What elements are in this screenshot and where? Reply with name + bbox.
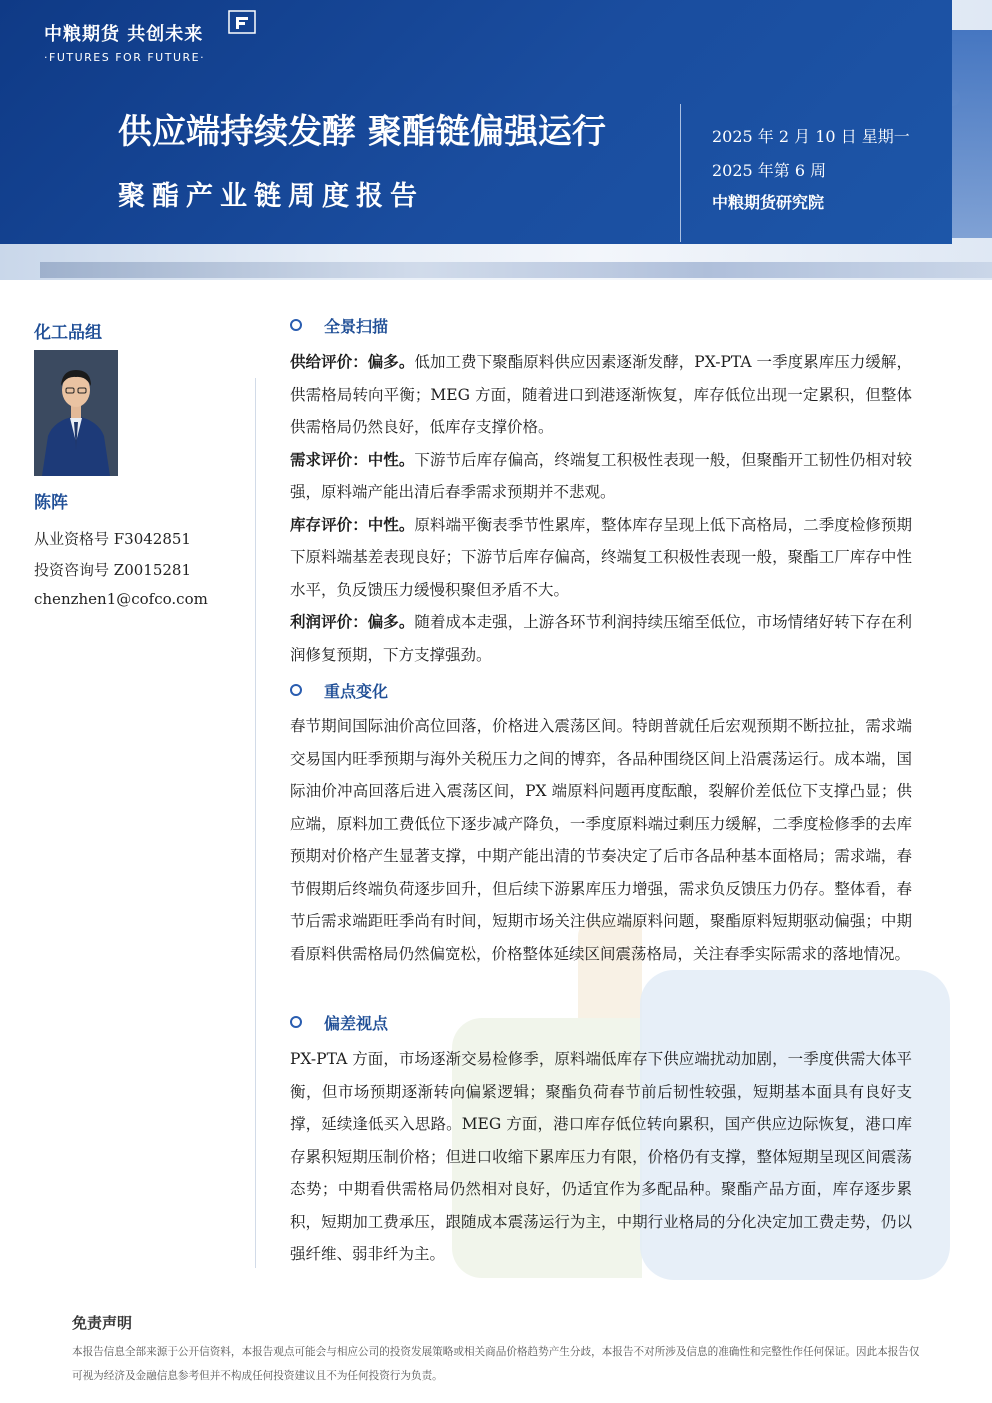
header-accent-strip bbox=[952, 30, 992, 238]
report-title: 供应端持续发酵 聚酯链偏强运行 bbox=[118, 112, 606, 152]
bias-body: PX-PTA 方面，市场逐渐交易检修季，原料端低库存下供应端扰动加剧，一季度供需大体平衡，但市场预期逐渐转向偏紧逻辑；聚酯负荷春节前后韧性较强，短期基本面具有良好支撑，延续逢低买入思路。MEG 方面，港口库存低位转向累积，国产供应边际恢复，港口库存累积短期压制价格；但进口收缩下累库压力有限，价格仍有支撑，整体短期呈现区间震荡态势；中期看供需格局仍然相对良好，仍适宜作为多配品种。聚酯产品方面，库存逐步累积，短期加工费承压，跟随成本震荡运行为主，中期行业格局的分化决定加工费走势，仍以强纤维、弱非纤为主。 bbox=[290, 1050, 912, 1263]
sidebar-divider bbox=[255, 378, 256, 1268]
evaluation-text: 原料端平衡表季节性累库，整体库存呈现上低下高格局，二季度检修预期下原料端基差表现良好；下游节后库存偏高，终端复工积极性表现一般，聚酯工厂库存中性水平，负反馈压力缓慢积聚但矛盾不大。 bbox=[290, 515, 912, 599]
advisory-number: 投资咨询号 Z0015281 bbox=[34, 561, 191, 579]
report-subtitle: 聚酯产业链周度报告 bbox=[118, 181, 424, 212]
evaluation-label: 供给评价：偏多。 bbox=[290, 352, 415, 371]
evaluation-label: 需求评价：中性。 bbox=[290, 449, 415, 469]
team-name: 化工品组 bbox=[34, 323, 102, 343]
bullet-circle-icon bbox=[290, 1016, 302, 1028]
report-week: 2025 年第 6 周 bbox=[712, 161, 827, 180]
evaluation-text: 低加工费下聚酯原料供应因素逐渐发酵，PX-PTA 一季度累库压力缓解，供需格局转向平衡；MEG 方面，随着进口到港逐渐恢复，库存低位出现一定累积，但整体供需格局仍然良好，低库存支撑价格。 bbox=[290, 353, 912, 436]
company-logo bbox=[44, 20, 205, 64]
header-divider bbox=[680, 104, 681, 242]
disclaimer-title: 免责声明 bbox=[72, 1314, 133, 1332]
evaluation-text: 随着成本走强，上游各环节利润持续压缩至低位，市场情绪好转下存在利润修复预期，下方支撑强劲。 bbox=[290, 613, 912, 664]
section-title: 重点变化 bbox=[324, 681, 389, 701]
section-title: 全景扫描 bbox=[324, 316, 389, 336]
evaluation-text: 下游节后库存偏高，终端复工积极性表现一般，但聚酯开工韧性仍相对较强，原料端产能出清后春季需求预期并不悲观。 bbox=[290, 450, 912, 501]
disclaimer-text: 本报告信息全部来源于公开信资料，本报告观点可能会与相应公司的投资发展策略或相关商品价格趋势产生分歧，本报告不对所涉及信息的准确性和完整性作任何保证。因此本报告仅可视为经济及金融信息参考但并不构成任何投资建议且不为任何投资行为负责。 bbox=[72, 1346, 920, 1382]
overview-body bbox=[290, 346, 912, 671]
logo-mark-icon bbox=[228, 10, 258, 36]
report-institute: 中粮期货研究院 bbox=[712, 193, 825, 212]
author-email[interactable]: chenzhen1@cofco.com bbox=[34, 590, 208, 608]
author-portrait-icon bbox=[34, 350, 118, 476]
profit-evaluation bbox=[290, 606, 912, 671]
changes-body: 春节期间国际油价高位回落，价格进入震荡区间。特朗普就任后宏观预期不断拉扯，需求端交易国内旺季预期与海外关税压力之间的博弈，各品种围绕区间上沿震荡运行。成本端，国际油价冲高回落后进入震荡区间，PX 端原料问题再度酝酿，裂解价差低位下支撑凸显；供应端，原料加工费低位下逐步减产降负，一季度原料端过剩压力缓解，二季度检修季的去库预期对价格产生显著支撑，中期产能出清的节奏决定了后市各品种基本面格局；需求端，春节假期后终端负荷逐步回升，但后续下游累库压力增强，需求负反馈压力仍存。整体看，春节后需求端距旺季尚有时间，短期市场关注供应端原料问题，聚酯原料短期驱动偏强；中期看原料供需格局仍然偏宽松，价格整体延续区间震荡格局，关注春季实际需求的落地情况。 bbox=[290, 717, 912, 963]
section-title: 偏差视点 bbox=[324, 1013, 389, 1033]
report-date: 2025 年 2 月 10 日 星期一 bbox=[712, 127, 910, 146]
logo-english-text: ·FUTURES FOR FUTURE· bbox=[44, 51, 206, 64]
supply-evaluation bbox=[290, 346, 912, 444]
evaluation-label: 利润评价：偏多。 bbox=[290, 612, 415, 631]
bullet-circle-icon bbox=[290, 319, 302, 331]
demand-evaluation bbox=[290, 444, 912, 509]
section-overview-heading bbox=[290, 314, 388, 336]
author-name: 陈阵 bbox=[34, 493, 68, 513]
section-changes-heading bbox=[290, 679, 388, 701]
logo-chinese-text: 中粮期货 共创未来 bbox=[44, 24, 204, 45]
author-photo bbox=[34, 350, 118, 476]
inventory-evaluation bbox=[290, 509, 912, 607]
section-bias-heading bbox=[290, 1011, 388, 1033]
evaluation-label: 库存评价：中性。 bbox=[290, 514, 415, 534]
qualification-number: 从业资格号 F3042851 bbox=[34, 530, 191, 548]
header-keyboard-strip bbox=[40, 262, 992, 278]
bullet-circle-icon bbox=[290, 684, 302, 696]
